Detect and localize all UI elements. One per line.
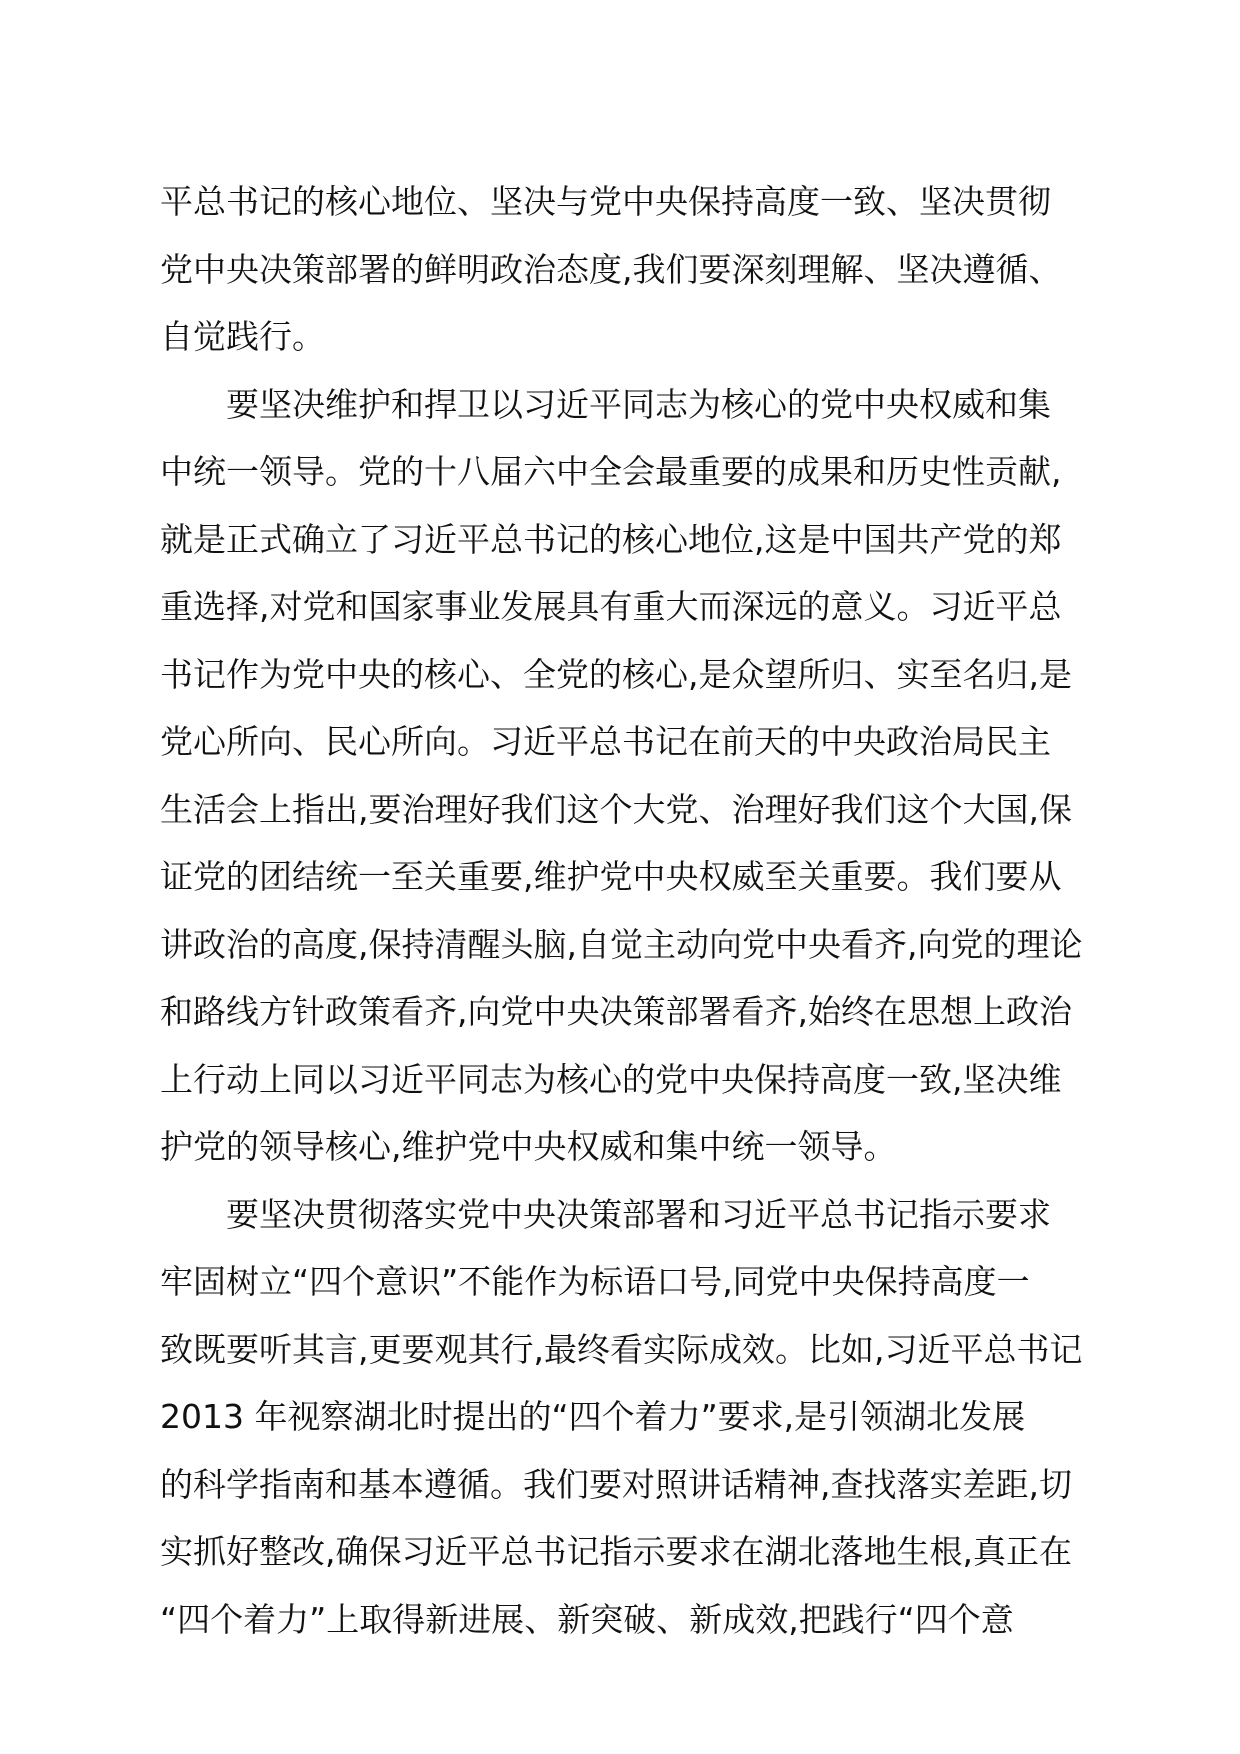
- text-line: 平总书记的核心地位、坚决与党中央保持高度一致、坚决贯彻: [160, 182, 1051, 221]
- paragraph-first-line: 要坚决贯彻落实党中央决策部署和习近平总书记指示要求: [226, 1194, 1051, 1234]
- text-line: 证党的团结统一至关重要,维护党中央权威至关重要。我们要从: [160, 857, 1062, 896]
- paragraph-first-line: 要坚决维护和捍卫以习近平同志为核心的党中央权威和集: [226, 384, 1051, 424]
- text-line: 上行动上同以习近平同志为核心的党中央保持高度一致,坚决维: [160, 1059, 1062, 1099]
- text-line: 生活会上指出,要治理好我们这个大党、治理好我们这个大国,保: [160, 789, 1072, 829]
- text-line: 2013 年视察湖北时提出的“四个着力”要求,是引领湖北发展: [160, 1397, 1026, 1436]
- text-line: 致既要听其言,更要观其行,最终看实际成效。比如,习近平总书记: [160, 1329, 1083, 1369]
- text-line: 自觉践行。: [160, 317, 325, 356]
- body-text: [160, 168, 1100, 1653]
- text-line: 的科学指南和基本遵循。我们要对照讲话精神,查找落实差距,切: [160, 1464, 1072, 1504]
- text-line: 党中央决策部署的鲜明政治态度,我们要深刻理解、坚决遵循、: [160, 249, 1062, 289]
- text-line: 中统一领导。党的十八届六中全会最重要的成果和历史性贡献,: [160, 452, 1062, 491]
- text-line: 护党的领导核心,维护党中央权威和集中统一领导。: [160, 1127, 897, 1166]
- text-line: “四个着力”上取得新进展、新突破、新成效,把践行“四个意: [160, 1599, 1014, 1639]
- text-line: 重选择,对党和国家事业发展具有重大而深远的意义。习近平总: [160, 587, 1062, 626]
- text-line: 和路线方针政策看齐,向党中央决策部署看齐,始终在思想上政治: [160, 992, 1072, 1031]
- text-line: 书记作为党中央的核心、全党的核心,是众望所归、实至名归,是: [160, 654, 1072, 694]
- text-line: 党心所向、民心所向。习近平总书记在前天的中央政治局民主: [160, 722, 1051, 761]
- text-line: 实抓好整改,确保习近平总书记指示要求在湖北落地生根,真正在: [160, 1532, 1072, 1571]
- text-line: 牢固树立“四个意识”不能作为标语口号,同党中央保持高度一: [160, 1262, 1030, 1301]
- text-line: 讲政治的高度,保持清醒头脑,自觉主动向党中央看齐,向党的理论: [160, 924, 1083, 964]
- text-line: 就是正式确立了习近平总书记的核心地位,这是中国共产党的郑: [160, 519, 1062, 559]
